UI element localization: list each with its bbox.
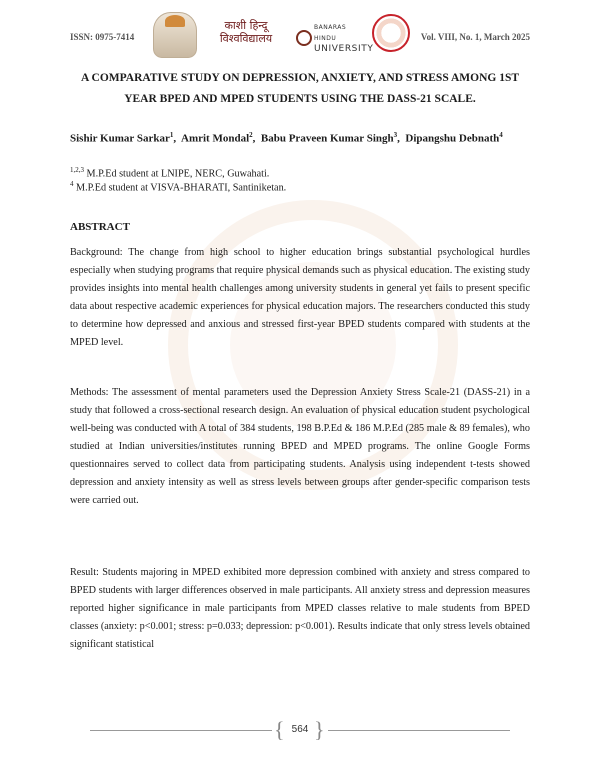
title-line-2: YEAR BPED AND MPED STUDENTS USING THE DASS-21 SCALE.: [124, 93, 476, 105]
volume-label: Vol. VIII, No. 1, March 2025: [420, 32, 530, 42]
abstract-background-paragraph: Background: The change from high school to higher education brings substantial psychological hurdles especially when studying programs that require physical demands such as physical education. The existing study provides insights into mental health challenges among university students in general yet fails to present specific data about respective academic experiences for physical education majors. The researchers conducted this study to determine how depressed and anxious and stressed first-year BPED students compared with students at the MPED level.: [70, 247, 530, 348]
author-affiliation-mark: 2: [249, 131, 253, 139]
abstract-methods-paragraph: Methods: The assessment of mental parameters used the Depression Anxiety Stress Scale-21 (DASS-21) in a study that followed a cross-sectional research design. An evaluation of physical education student psychological well-being was conducted with A total of 384 students, 198 B.P.Ed & 186 M.P.Ed (285 male & 89 females), who studied at Indian universities/institutes running BPED and MPED programs. The online Google Forms questionnaires served to collect data from participating students. Analysis using independent t-tests showed depression and anxiety intensity as well as stress levels between groups after gender-specific comparison tests were carried out.: [70, 387, 530, 506]
bhu-logo-text: [314, 22, 374, 55]
abstract-heading: ABSTRACT: [70, 221, 130, 233]
affiliation-text: M.P.Ed student at VISVA-BHARATI, Santiniketan.: [76, 182, 287, 194]
abstract-result-paragraph: Result: Students majoring in MPED exhibited more depression combined with anxiety and stress compared to BPED students with larger differences observed in male participants. All anxiety stress and depression measures reported higher significance in male participants from MPED classes relative to male students from BPED classes (anxiety: p<0.001; stress: p=0.033; depression: p<0.001). Results indicate that only stress levels obtained significant statistical: [70, 567, 530, 650]
university-hindi-logo: [203, 19, 289, 45]
bhu-emblem-icon: [296, 30, 312, 46]
author-name: Dipangshu Debnath: [405, 132, 500, 145]
author-affiliation-mark: 1: [169, 131, 174, 139]
author-affiliation-mark: 4: [499, 131, 503, 139]
page-header: [0, 0, 600, 64]
bhu-logo-line1: BANARAS HINDU: [314, 24, 347, 42]
issn-label: ISSN: 0975-7414: [70, 32, 135, 42]
hindi-logo-line1: काशी हिन्दू: [224, 19, 268, 32]
author-name: Sishir Kumar Sarkar: [70, 132, 170, 145]
founder-portrait-logo: [153, 12, 197, 58]
author-name: Babu Praveen Kumar Singh: [260, 132, 394, 145]
paper-title: [70, 68, 530, 110]
footer-bracket-right: }: [314, 717, 325, 742]
footer-bracket-left: {: [274, 717, 285, 742]
affiliation-mark: 4: [70, 180, 74, 188]
affiliation-2: [70, 178, 530, 194]
bhu-logo-line2: UNIVERSITY: [314, 44, 374, 54]
footer-rule-left: [90, 730, 272, 731]
footer-rule-right: [328, 730, 510, 731]
hindi-logo-line2: विश्वविद्यालय: [219, 32, 273, 45]
journal-seal-logo: [372, 14, 410, 52]
author-list: Sishir Kumar Sarkar$^1$, Amrit Mondal$^2$, Babu Praveen Kumar Singh$^3$, Dipangshu Debnath$^4$: [70, 131, 503, 145]
author-affiliation-mark: 3: [393, 131, 398, 139]
title-line-1: A COMPARATIVE STUDY ON DEPRESSION, ANXIETY, AND STRESS AMONG 1ST: [80, 72, 520, 84]
affiliation-text: M.P.Ed student at LNIPE, NERC, Guwahati.: [86, 168, 270, 180]
affiliation-mark: 1,2,3: [70, 166, 84, 174]
page-number: 564: [291, 724, 309, 735]
author-name: Amrit Mondal: [181, 132, 250, 145]
